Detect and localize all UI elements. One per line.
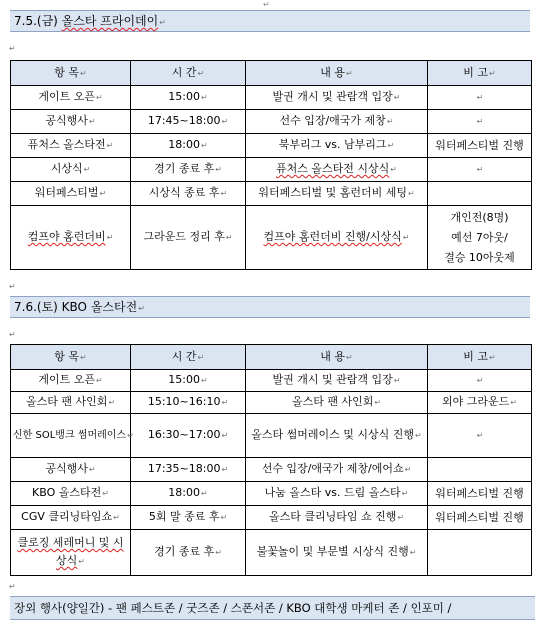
table-header-row	[11, 345, 532, 370]
table-row	[11, 206, 532, 270]
cell-content: 올스타 팬 사인회↵	[246, 392, 428, 414]
cell-item: 신한 SOL뱅크 썸머레이스↵	[11, 414, 131, 458]
header-note: 비 고↵	[428, 345, 532, 370]
cell-note	[428, 206, 532, 270]
cell-note: 외야 그라운드↵	[428, 392, 532, 414]
cell-time: 시상식 종료 후↵	[131, 182, 246, 206]
table-header-row	[11, 61, 532, 86]
note-line: 결승 10아웃제	[444, 250, 515, 264]
offsite-events-text: 장외 행사(양일간) - 팬 페스트존 / 굿즈존 / 스폰서존 / KBO 대학생 마케터 존 / 인포미 /	[14, 601, 452, 615]
cell-time: 17:35~18:00↵	[131, 458, 246, 482]
section1-title	[10, 10, 530, 32]
cell-content: 나눔 올스타 vs. 드림 올스타↵	[246, 482, 428, 506]
offsite-events-bar	[10, 596, 535, 620]
cell-note: ↵	[428, 110, 532, 134]
table-row	[11, 392, 532, 414]
cell-note: ↵	[428, 158, 532, 182]
page-top-marker: ↵	[263, 0, 270, 9]
cell-content: 올스타 썸머레이스 및 시상식 진행↵	[246, 414, 428, 458]
cell-note: 워터페스티벌 진행	[428, 506, 532, 530]
cell-time: 18:00↵	[131, 134, 246, 158]
table-row	[11, 134, 532, 158]
schedule-table-1	[10, 60, 532, 270]
note-line: 예선 7아웃/	[451, 230, 508, 244]
cell-time: 16:30~17:00↵	[131, 414, 246, 458]
cell-time: 그라운드 정리 후↵	[131, 206, 246, 270]
header-content: 내 용↵	[246, 61, 428, 86]
cell-time: 경기 종료 후↵	[131, 530, 246, 576]
cell-note: ↵	[428, 370, 532, 392]
para-mark: ↵	[9, 44, 16, 53]
header-note: 비 고↵	[428, 61, 532, 86]
cell-item: 공식행사↵	[11, 458, 131, 482]
cell-content: 퓨처스 올스타전 시상식↵	[246, 158, 428, 182]
cell-item: 게이트 오픈↵	[11, 370, 131, 392]
cell-item: CGV 클리닝타임쇼↵	[11, 506, 131, 530]
table-row	[11, 110, 532, 134]
cell-time: 18:00↵	[131, 482, 246, 506]
cell-note: 워터페스티벌 진행	[428, 482, 532, 506]
section1-title-main: 올스타 프라이데이	[61, 14, 159, 28]
table-row	[11, 506, 532, 530]
section1-title-prefix: 7.5.(금)	[14, 14, 62, 28]
cell-item: 게이트 오픈↵	[11, 86, 131, 110]
section2-title-text: 7.6.(토) KBO 올스타전	[14, 300, 138, 314]
cell-content: 발권 개시 및 관람객 입장↵	[246, 370, 428, 392]
cell-item: KBO 올스타전↵	[11, 482, 131, 506]
cell-time: 경기 종료 후↵	[131, 158, 246, 182]
table-row	[11, 370, 532, 392]
cell-item: 퓨처스 올스타전↵	[11, 134, 131, 158]
header-time: 시 간↵	[131, 61, 246, 86]
cell-note	[428, 530, 532, 576]
cell-item: 워터페스티벌↵	[11, 182, 131, 206]
cell-content: 워터페스티벌 및 홈런더비 세팅↵	[246, 182, 428, 206]
cell-note: ↵	[428, 86, 532, 110]
cell-time: 5회 말 종료 후↵	[131, 506, 246, 530]
cell-note	[428, 182, 532, 206]
cell-item: 올스타 팬 사인회↵	[11, 392, 131, 414]
table-row	[11, 182, 532, 206]
header-item: 항 목↵	[11, 61, 131, 86]
para-mark: ↵	[9, 282, 16, 291]
cell-time: 17:45~18:00↵	[131, 110, 246, 134]
cell-time: 15:10~16:10↵	[131, 392, 246, 414]
header-time: 시 간↵	[131, 345, 246, 370]
para-mark: ↵	[9, 582, 16, 591]
cell-content: 선수 입장/애국가 제창↵	[246, 110, 428, 134]
cell-item: 클로징 세레머니 및 시상식↵	[11, 530, 131, 576]
cell-content: 발권 개시 및 관람객 입장↵	[246, 86, 428, 110]
cell-content: 올스타 클리닝타임 쇼 진행↵	[246, 506, 428, 530]
cell-item: 컴프야 홈런더비↵	[11, 206, 131, 270]
cell-note: ↵	[428, 414, 532, 458]
header-content: 내 용↵	[246, 345, 428, 370]
table-row	[11, 86, 532, 110]
table-row	[11, 414, 532, 458]
table-row	[11, 458, 532, 482]
cell-content: 불꽃놀이 및 부문별 시상식 진행↵	[246, 530, 428, 576]
para-mark: ↵	[9, 330, 16, 339]
note-line: 개인전(8명)	[450, 210, 509, 224]
section2-title: 7.6.(토) KBO 올스타전↵	[10, 296, 530, 318]
cell-item: 시상식↵	[11, 158, 131, 182]
cell-content: 컴프야 홈런더비 진행/시상식↵	[246, 206, 428, 270]
cell-content: 북부리그 vs. 남부리그↵	[246, 134, 428, 158]
table-row	[11, 530, 532, 576]
cell-note	[428, 458, 532, 482]
cell-note: 워터페스티벌 진행	[428, 134, 532, 158]
cell-time: 15:00↵	[131, 370, 246, 392]
table-row	[11, 482, 532, 506]
header-item: 항 목↵	[11, 345, 131, 370]
cell-item: 공식행사↵	[11, 110, 131, 134]
para-mark: ↵	[159, 18, 166, 27]
schedule-table-2	[10, 344, 532, 576]
cell-time: 15:00↵	[131, 86, 246, 110]
cell-content: 선수 입장/애국가 제창/에어쇼↵	[246, 458, 428, 482]
table-row	[11, 158, 532, 182]
